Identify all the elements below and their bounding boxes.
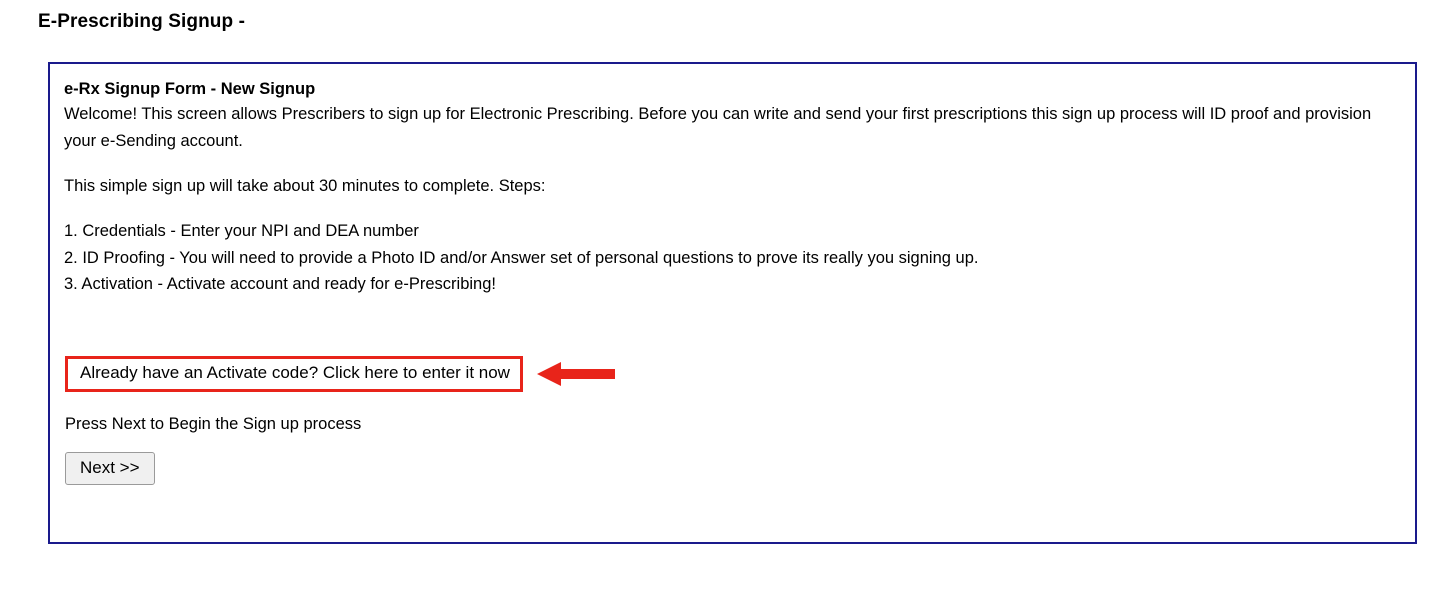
red-left-arrow-icon [537, 361, 615, 387]
page-title: E-Prescribing Signup - [38, 11, 245, 32]
spacer [64, 298, 1399, 356]
list-item: 1. Credentials - Enter your NPI and DEA number [64, 222, 419, 241]
intro-text: Welcome! This screen allows Prescribers to sign up for Electronic Prescribing. Before you can write and send your first prescriptions this sign up process will ID proof and provision your e-Sending account. [64, 105, 1372, 150]
list-item: 3. Activation - Activate account and ready for e-Prescribing! [64, 275, 496, 294]
spacer [64, 154, 1399, 173]
press-next-text: Press Next to Begin the Sign up process [65, 414, 362, 433]
erx-signup-panel [48, 62, 1417, 544]
spacer [64, 199, 1399, 218]
duration-text: This simple sign up will take about 30 minutes to complete. Steps: [64, 177, 546, 196]
list-item: 2. ID Proofing - You will need to provide a Photo ID and/or Answer set of personal questions to prove its really you signing up. [64, 248, 979, 267]
form-heading: e-Rx Signup Form - New Signup [64, 80, 316, 98]
steps-list [64, 218, 1399, 297]
activate-code-link[interactable]: Already have an Activate code? Click here to enter it now [80, 362, 510, 382]
next-button[interactable]: Next >> [65, 452, 155, 485]
activate-code-highlight-box [65, 356, 523, 392]
activate-code-row [65, 356, 1399, 392]
